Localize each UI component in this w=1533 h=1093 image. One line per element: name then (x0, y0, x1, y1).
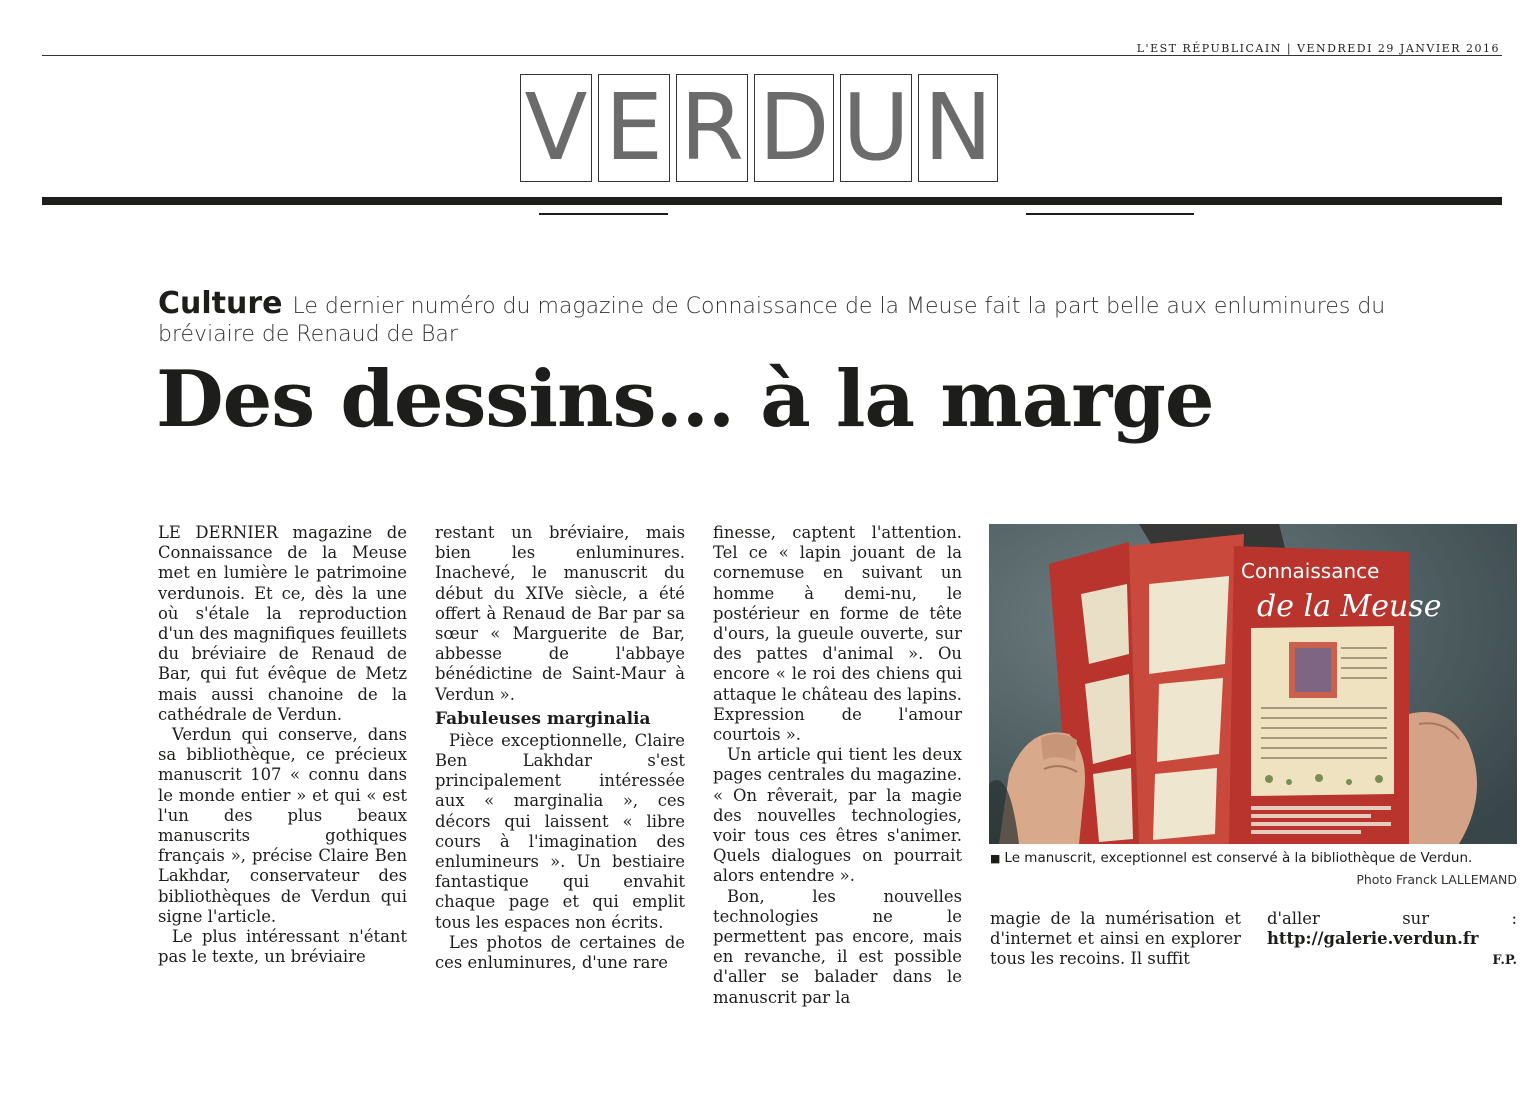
section-letter: R (676, 74, 748, 182)
author-signature: F.P. (1492, 953, 1517, 968)
body-paragraph: magie de la numérisation et d'internet et ainsi en explorer tous les recoins. Il suffit (990, 909, 1241, 969)
magazine-cover-subtitle: de la Meuse (1257, 589, 1442, 624)
body-paragraph: Bon, les nouvelles technologies ne le permettent pas encore, mais en revanche, il est possible d'aller se balader dans le manuscrit par la (713, 886, 962, 1007)
photo-caption (990, 850, 1517, 867)
body-paragraph: Un article qui tient les deux pages centrales du magazine. « On rêverait, par la magie des nouvelles technologies, voir tous ces êtres s'animer. Quels dialogues on pourrait alors entendre ». (713, 745, 962, 886)
body-paragraph: Les photos de certaines de ces enluminures, d'une rare (435, 932, 685, 973)
article-column-2 (435, 523, 685, 973)
body-paragraph: Verdun qui conserve, dans sa bibliothèque, ce précieux manuscrit 107 « connu dans le monde entier » et qui « est l'un des plus beaux manuscrits gothiques français », précise Claire Ben Lakhdar, conservateur des bibliothèques de Verdun qui signe l'article. (158, 725, 407, 926)
article-subheading: Fabuleuses marginalia (435, 708, 651, 729)
kicker-label: Culture (158, 286, 283, 321)
article-column-5 (1267, 909, 1517, 949)
article-column-3 (713, 523, 962, 1008)
body-text: d'aller sur : (1267, 909, 1517, 928)
decorative-rule-left (539, 213, 668, 215)
header-rule (42, 55, 1502, 56)
photo-credit: Photo Franck LALLEMAND (1356, 872, 1517, 887)
article-kicker (158, 286, 1458, 349)
section-thick-rule (42, 197, 1502, 205)
section-letter: E (598, 74, 670, 182)
publication-date-line: L'EST RÉPUBLICAIN | VENDREDI 29 JANVIER 2016 (1136, 42, 1500, 55)
decorative-rule-right (1026, 213, 1194, 215)
article-headline: Des dessins... à la marge (156, 354, 1214, 445)
kicker-text: Le dernier numéro du magazine de Connaissance de la Meuse fait la part belle aux enluminures du bréviaire de Renaud de Bar (158, 294, 1386, 347)
body-paragraph: finesse, captent l'attention. Tel ce « lapin jouant de la cornemuse en suivant un homme à demi-nu, le postérieur en forme de tête d'ours, la gueule ouverte, sur des pattes d'animal ». Ou encore « le roi des chiens qui attaque le château des lapins. Expression de l'amour courtois ». (713, 523, 962, 745)
section-letter: N (918, 74, 998, 182)
article-column-1 (158, 523, 407, 967)
magazine-photo-illustration (989, 524, 1517, 844)
section-letter: U (840, 74, 912, 182)
section-title-verdun (520, 74, 998, 187)
caption-text: Le manuscrit, exceptionnel est conservé à la bibliothèque de Verdun. (1004, 850, 1473, 866)
body-paragraph: Le plus intéressant n'étant pas le texte, un bréviaire (158, 927, 407, 967)
article-photo (989, 524, 1517, 844)
section-letter: D (754, 74, 834, 182)
article-column-4 (990, 909, 1241, 970)
body-paragraph (1267, 909, 1517, 949)
caption-square-icon: ■ (990, 852, 1001, 865)
body-paragraph: restant un bréviaire, mais bien les enluminures. Inachevé, le manuscrit du début du XIVe siècle, a été offert à Renaud de Bar par sa sœur « Marguerite de Bar, abbesse de l'abbaye bénédictine de Saint-Maur à Verdun ». (435, 523, 685, 704)
body-paragraph: LE DERNIER magazine de Connaissance de la Meuse met en lumière le patrimoine verdunois. Et ce, dès la une où s'étale la reproduction d'un des magnifiques feuillets du bréviaire de Renaud de Bar, qui fut évêque de Metz mais aussi chanoine de la cathédrale de Verdun. (158, 523, 407, 724)
body-paragraph: Pièce exceptionnelle, Claire Ben Lakhdar s'est principalement intéressée aux « marginalia », ces décors qui laissent « libre cours à l'imagination des enlumineurs ». Un bestiaire fantastique qui envahit chaque page et qui emplit tous les espaces non écrits. (435, 730, 685, 932)
magazine-cover-title: Connaissance (1241, 559, 1380, 583)
gallery-link[interactable]: http://galerie.verdun.fr (1267, 929, 1479, 949)
section-letter: V (520, 74, 592, 182)
